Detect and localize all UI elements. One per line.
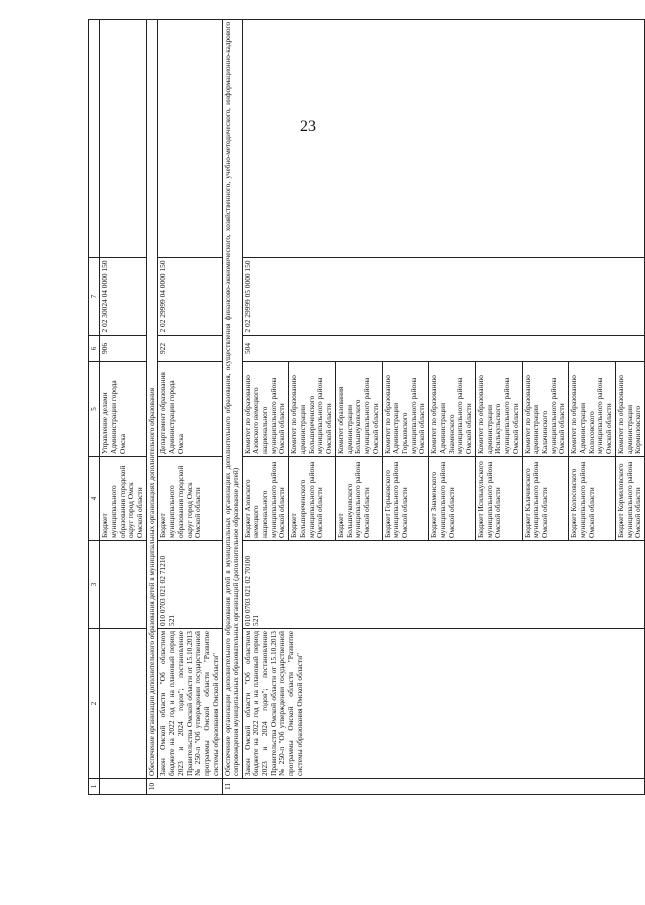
section-title-row bbox=[146, 20, 157, 795]
cell-empty bbox=[242, 20, 645, 258]
administrator-cell: Комитет по образованию администрации Калачинского муниципального района Омской области bbox=[522, 362, 569, 457]
budget-cell: Бюджет муниципального образования городской округ город Омск Омской области bbox=[158, 457, 222, 541]
table-row bbox=[242, 20, 289, 795]
cell-empty bbox=[100, 629, 147, 779]
budget-cell: Бюджет Колосовского муниципального района Омской области bbox=[569, 457, 616, 541]
register-table-body bbox=[89, 20, 645, 795]
cell-empty bbox=[100, 541, 147, 629]
header-cell: 1 bbox=[89, 779, 100, 795]
budget-cell: Бюджет Кормиловского муниципального района Омской области bbox=[615, 457, 644, 541]
budget-cell: Бюджет Калачинского муниципального района Омской области bbox=[522, 457, 569, 541]
document-sheet bbox=[88, 20, 643, 795]
table-row-continuation bbox=[100, 20, 147, 795]
cell-empty bbox=[158, 20, 222, 258]
rotated-table-container bbox=[88, 20, 643, 795]
budget-cell: Бюджет муниципального образования городской округ город Омск Омской области bbox=[100, 457, 147, 541]
kbk-code-cell: 2 02 30024 04 0000 150 bbox=[100, 258, 147, 336]
kbk-code-cell: 2 02 29999 05 0000 150 bbox=[242, 258, 645, 336]
row-number-cell: 11 bbox=[222, 779, 645, 795]
budget-code-cell: 010 0703 021 02 71210 521 bbox=[158, 541, 222, 629]
administrator-cell: Комитет по образованию Администрации Знаменского муниципального района Омской области bbox=[429, 362, 476, 457]
administrator-cell: Комитет по образованию администрации Кормиловского bbox=[615, 362, 644, 457]
budget-cell: Бюджет Большеуковского муниципального района Омской области bbox=[335, 457, 382, 541]
administrator-cell: Управление делами Администрации города Омска bbox=[100, 362, 147, 457]
administrator-cell: Комитет по образованию Администрации Колосовского муниципального района Омской области bbox=[569, 362, 616, 457]
legal-basis-cell: Закон Омской области "Об областном бюджете на 2022 год и на плановый период 2023 и 2024 годов"; постановление Правительства Омской области от 15.10.2013 № 250-п "Об утверждении государственной программы Омской области "Развитие системы образования Омской области" bbox=[158, 629, 222, 779]
administrator-cell: Комитет по образованию администрации Исилькульского муниципального района Омской области bbox=[475, 362, 522, 457]
cell-empty bbox=[100, 20, 147, 258]
header-cell-empty bbox=[89, 20, 100, 258]
grbs-code-cell: 922 bbox=[158, 336, 222, 362]
register-table bbox=[88, 19, 645, 795]
budget-cell: Бюджет Большереченского муниципального района Омской области bbox=[289, 457, 336, 541]
administrator-cell: Комитет по образованию администрации Большереченского муниципального района Омской области bbox=[289, 362, 336, 457]
kbk-code-cell: 2 02 29999 04 0000 150 bbox=[158, 258, 222, 336]
header-cell: 5 bbox=[89, 362, 100, 457]
legal-basis-cell: Закон Омской области "Об областном бюджете на 2022 год и на плановый период 2023 и 2024 годов"; постановление Правительства Омской области от 15.10.2013 № 250-п "Об утверждении государственной программы Омской области "Развитие системы образования Омской области" bbox=[242, 629, 645, 779]
header-row bbox=[89, 20, 100, 795]
section-title-cell: Обеспечение организации дополнительного образования детей в муниципальных организациях дополнительного образования bbox=[146, 20, 157, 779]
cell-empty bbox=[100, 779, 147, 795]
section-title-cell: Обеспечение организации дополнительного образования детей в муниципальных организациях дополнительного образования, осуществления финансово-экономического, хозяйственного, учебно-методического, информационно-кадрового сопровождения муниципальных образовательных организаций (дополнительное образование детей) bbox=[222, 20, 242, 779]
header-cell: 4 bbox=[89, 457, 100, 541]
administrator-cell: Департамент образования Администрации города Омска bbox=[158, 362, 222, 457]
administrator-cell: Комитет по образованию Администрации Горьковского муниципального района Омской области bbox=[382, 362, 429, 457]
header-cell: 7 bbox=[89, 258, 100, 336]
row-number-cell: 10 bbox=[146, 779, 222, 795]
table-row bbox=[158, 20, 222, 795]
budget-cell: Бюджет Горьковского муниципального района Омской области bbox=[382, 457, 429, 541]
budget-cell: Бюджет Азовского немецкого национального муниципального района Омской области bbox=[242, 457, 289, 541]
grbs-code-cell: 906 bbox=[100, 336, 147, 362]
budget-cell: Бюджет Знаменского муниципального района Омской области bbox=[429, 457, 476, 541]
administrator-cell: Комитет образования администрации Большеуковского муниципального района Омской области bbox=[335, 362, 382, 457]
header-cell: 6 bbox=[89, 336, 100, 362]
grbs-code-cell: 504 bbox=[242, 336, 645, 362]
header-cell: 3 bbox=[89, 541, 100, 629]
budget-code-cell: 010 0703 021 02 70100 521 bbox=[242, 541, 645, 629]
administrator-cell: Комитет по образованию Азовского немецкого национального муниципального района Омской области bbox=[242, 362, 289, 457]
header-cell: 2 bbox=[89, 629, 100, 779]
budget-cell: Бюджет Исилькульского муниципального района Омской области bbox=[475, 457, 522, 541]
section-title-row bbox=[222, 20, 242, 795]
page-number: 23 bbox=[300, 118, 316, 135]
